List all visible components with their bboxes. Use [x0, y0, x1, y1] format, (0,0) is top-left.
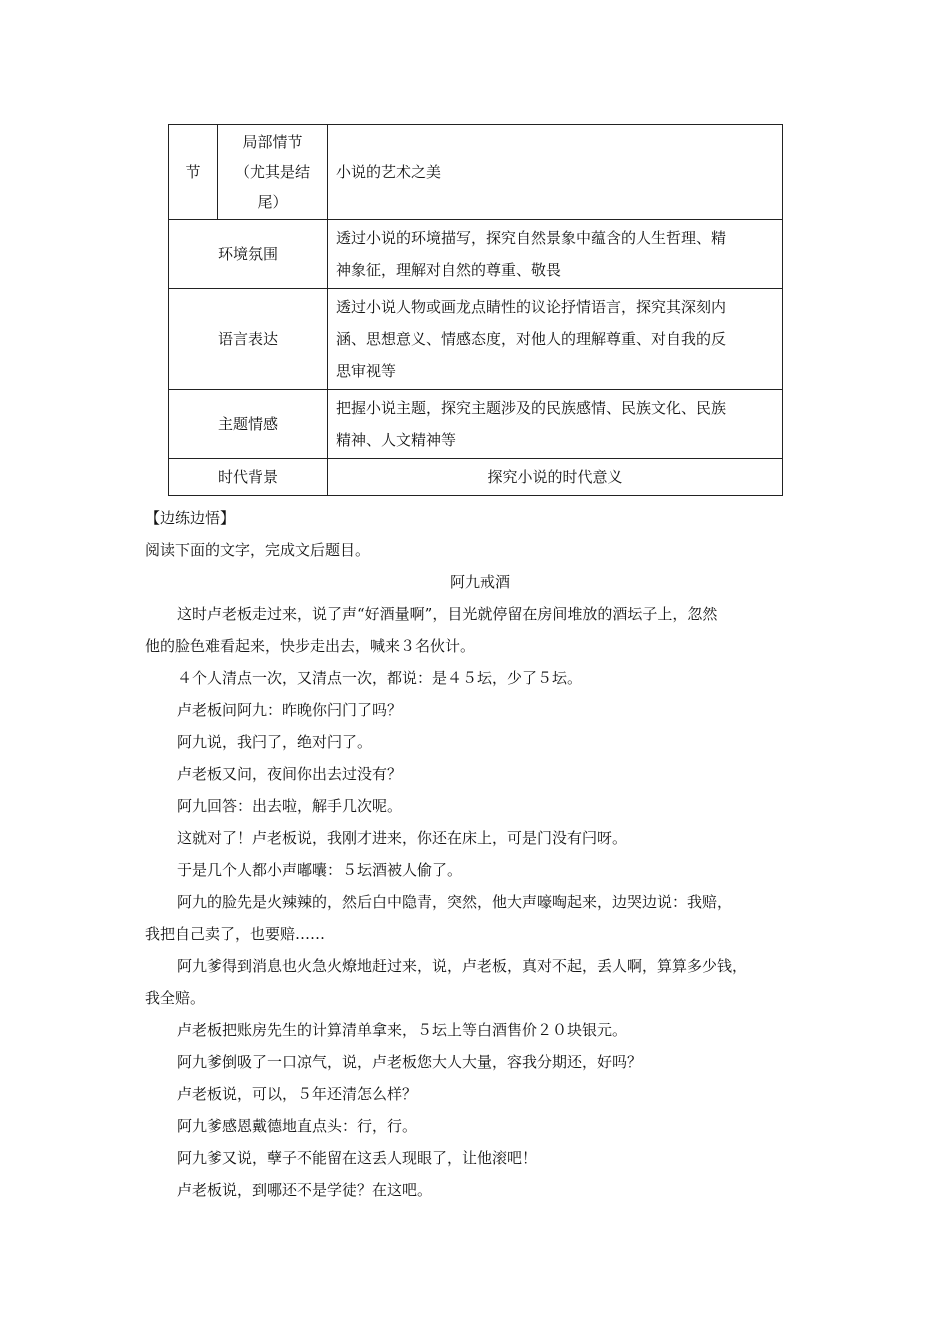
- cell-line: 透过小说人物或画龙点睛性的议论抒情语言，探究其深刻内: [336, 298, 727, 316]
- paragraph-line: 卢老板说，到哪还不是学徒？在这吧。: [177, 1181, 433, 1199]
- table-row: [169, 390, 783, 459]
- paragraph-line: 卢老板说，可以，５年还清怎么样？: [177, 1085, 418, 1103]
- table-cell: 小说的艺术之美: [328, 125, 783, 220]
- paragraph-line: 我全赔。: [145, 989, 206, 1007]
- table-cell: 节: [169, 125, 218, 220]
- paragraph-line: 于是几个人都小声嘟囔：５坛酒被人偷了。: [177, 861, 463, 879]
- cell-line: 尾）: [257, 193, 288, 211]
- cell-line: 涵、思想意义、情感态度，对他人的理解尊重、对自我的反: [336, 330, 727, 348]
- paragraph-line: 阿九爹得到消息也火急火燎地赶过来，说，卢老板，真对不起，丢人啊，算算多少钱，: [177, 957, 748, 975]
- paragraph-line: 阿九回答：出去啦，解手几次呢。: [177, 797, 403, 815]
- reading-guide-table: [168, 124, 783, 496]
- paragraph-line: 卢老板把账房先生的计算清单拿来，５坛上等白酒售价２０块银元。: [177, 1021, 628, 1039]
- paragraph-line: 阿九的脸先是火辣辣的，然后白中隐青，突然，他大声嚎啕起来，边哭边说：我赔，: [177, 893, 733, 911]
- exercise-section: [145, 502, 815, 1206]
- table-row: [169, 459, 783, 496]
- table-cell: [328, 390, 783, 459]
- cell-line: 神象征，理解对自然的尊重、敬畏: [336, 261, 562, 279]
- paragraph-line: 卢老板问阿九：昨晚你闩门了吗？: [177, 701, 403, 719]
- paragraph-line: 我把自己卖了，也要赔……: [145, 925, 326, 943]
- cell-line: （尤其是结: [234, 163, 310, 181]
- paragraph-line: 阿九爹倒吸了一口凉气，说，卢老板您大人大量，容我分期还，好吗？: [177, 1053, 643, 1071]
- table-cell: [328, 220, 783, 289]
- paragraph-line: 他的脸色难看起来，快步走出去，喊来３名伙计。: [145, 637, 476, 655]
- cell-line: 透过小说的环境描写，探究自然景象中蕴含的人生哲理、精: [336, 229, 727, 247]
- paragraph-line: 阿九爹感恩戴德地直点头：行，行。: [177, 1117, 418, 1135]
- paragraph-line: 这时卢老板走过来，说了声“好酒量啊”，目光就停留在房间堆放的酒坛子上，忽然: [177, 605, 718, 623]
- section-header: 【边练边悟】: [145, 509, 236, 527]
- table-cell: [328, 289, 783, 390]
- cell-line: 思审视等: [336, 362, 397, 380]
- table-row: [169, 289, 783, 390]
- paragraph-line: ４个人清点一次，又清点一次，都说：是４５坛，少了５坛。: [177, 669, 583, 687]
- cell-line: 局部情节: [242, 133, 303, 151]
- paragraph-line: 这就对了！卢老板说，我刚才进来，你还在床上，可是门没有闩呀。: [177, 829, 628, 847]
- cell-line: 把握小说主题，探究主题涉及的民族感情、民族文化、民族: [336, 399, 727, 417]
- table-cell: 探究小说的时代意义: [328, 459, 783, 496]
- story-title: 阿九戒酒: [449, 573, 510, 591]
- row-label: 环境氛围: [169, 220, 328, 289]
- row-label: 语言表达: [169, 289, 328, 390]
- paragraph-line: 阿九爹又说，孽子不能留在这丢人现眼了，让他滚吧！: [177, 1149, 538, 1167]
- paragraph-line: 卢老板又问，夜间你出去过没有？: [177, 765, 403, 783]
- instruction-text: 阅读下面的文字，完成文后题目。: [145, 541, 371, 559]
- table-cell: [218, 125, 328, 220]
- paragraph-line: 阿九说，我闩了，绝对闩了。: [177, 733, 373, 751]
- row-label: 时代背景: [169, 459, 328, 496]
- table-row: [169, 125, 783, 220]
- cell-line: 精神、人文精神等: [336, 431, 457, 449]
- row-label: 主题情感: [169, 390, 328, 459]
- table-row: [169, 220, 783, 289]
